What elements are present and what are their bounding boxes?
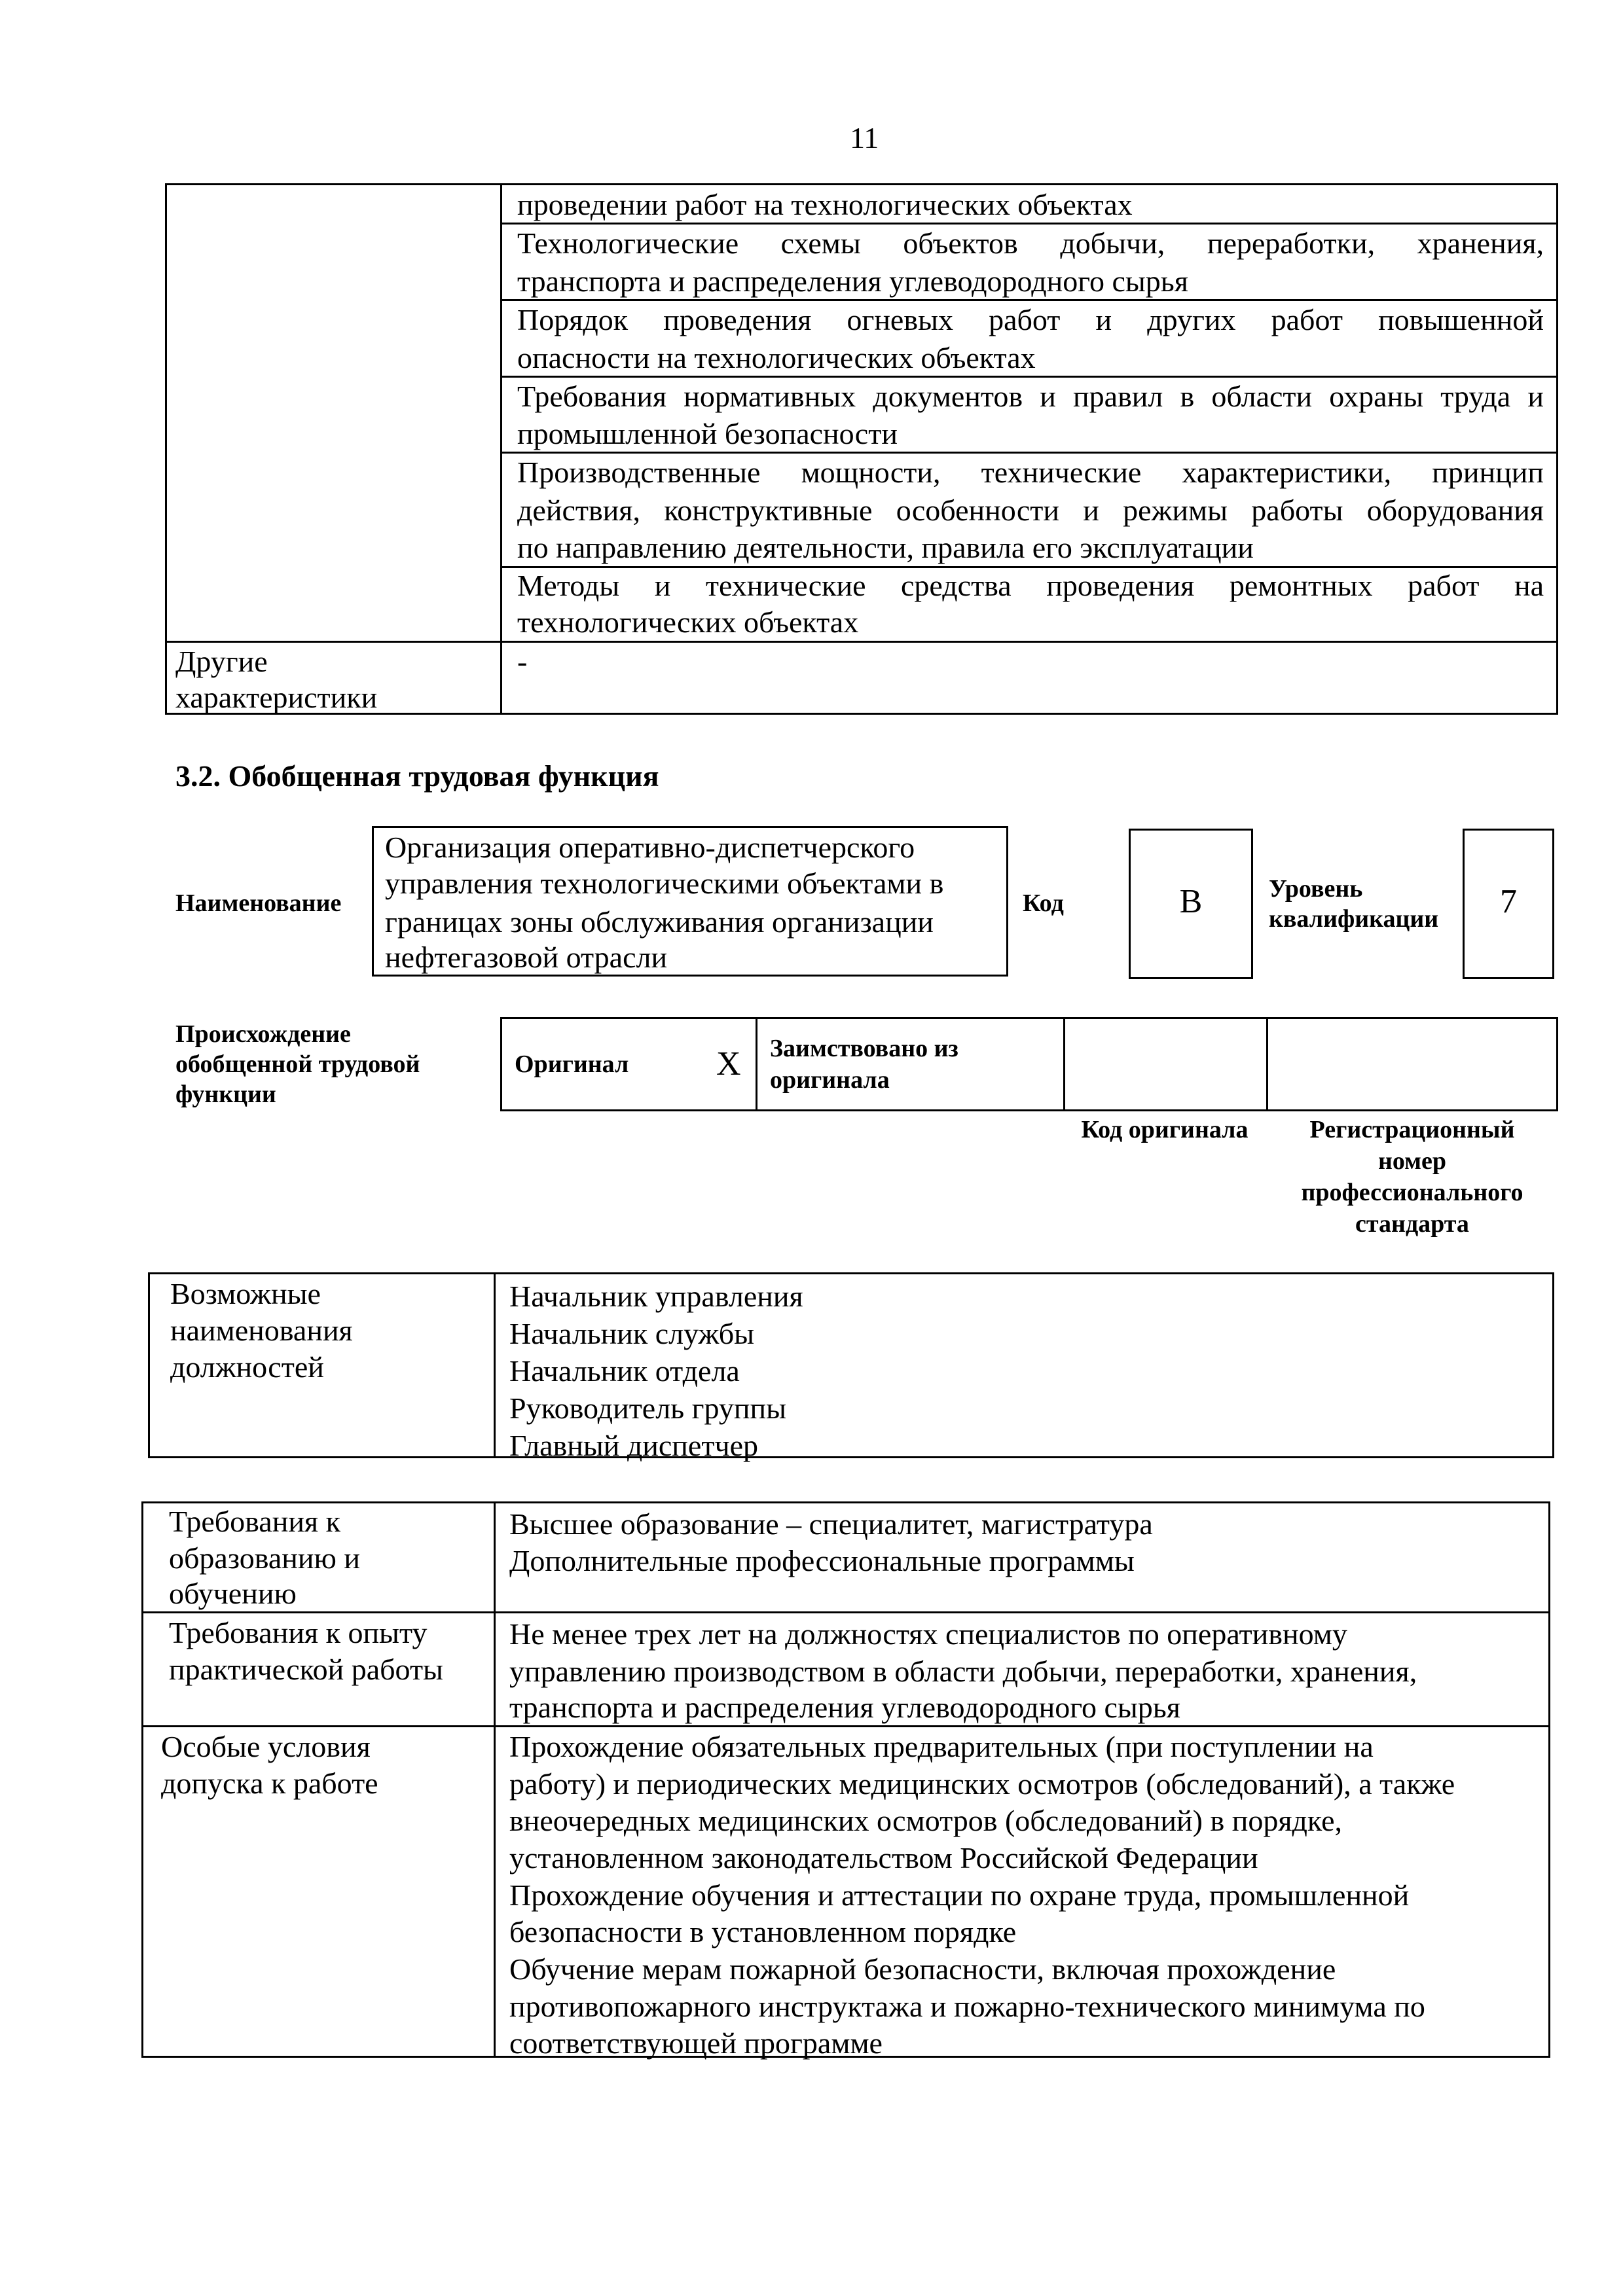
req-label: практической работы: [169, 1653, 443, 1686]
table-row: по направлению деятельности, правила его эксплуатации: [517, 531, 1254, 564]
other-label: характеристики: [175, 681, 378, 714]
positions-label: Возможные: [170, 1277, 321, 1310]
req-value: управлению производством в области добычи, переработки, хранения,: [509, 1655, 1417, 1688]
other-label: Другие: [175, 645, 268, 678]
req-value: противопожарного инструктажа и пожарно-технического минимума по: [509, 1990, 1425, 2023]
table-row: промышленной безопасности: [517, 417, 898, 450]
req-value: Прохождение обучения и аттестации по охране труда, промышленной: [509, 1878, 1410, 1912]
reg-caption: стандарта: [1355, 1210, 1469, 1238]
table-row: Технологические схемы объектов добычи, переработки, хранения,: [517, 226, 1544, 260]
table-row: Порядок проведения огневых работ и других работ повышенной: [517, 303, 1544, 336]
origin-label: обобщенной трудовой: [175, 1050, 420, 1078]
req-label: образованию и: [169, 1541, 360, 1575]
list-item: Начальник службы: [509, 1317, 755, 1350]
name-value: Организация оперативно-диспетчерского: [385, 831, 915, 864]
reg-caption: профессионального: [1301, 1179, 1523, 1206]
level-label: Уровень: [1269, 875, 1363, 903]
req-label: обучению: [169, 1577, 297, 1610]
name-label: Наименование: [175, 889, 342, 917]
code-label: Код: [1023, 889, 1064, 917]
req-value: внеочередных медицинских осмотров (обследований) в порядке,: [509, 1804, 1343, 1837]
other-value: -: [517, 645, 528, 678]
list-item: Начальник отдела: [509, 1354, 740, 1388]
req-value: Не менее трех лет на должностях специалистов по оперативному: [509, 1617, 1347, 1651]
req-value: транспорта и распределения углеводородного сырья: [509, 1691, 1180, 1724]
name-value: управления технологическими объектами в: [385, 867, 944, 900]
table-row: опасности на технологических объектах: [517, 341, 1036, 374]
reg-caption: номер: [1377, 1147, 1447, 1175]
table-row: транспорта и распределения углеводородного сырья: [517, 264, 1188, 298]
req-value: Дополнительные профессиональные программы: [509, 1544, 1135, 1577]
req-label: Требования к: [169, 1505, 340, 1538]
original-mark: X: [716, 1045, 741, 1083]
origin-label: функции: [175, 1081, 276, 1108]
req-label: допуска к работе: [161, 1767, 378, 1800]
section-title: 3.2. Обобщенная трудовая функция: [175, 759, 659, 793]
positions-table: [148, 1272, 1554, 1458]
list-item: Руководитель группы: [509, 1391, 787, 1425]
req-value: Прохождение обязательных предварительных (при поступлении на: [509, 1730, 1374, 1763]
req-value: Высшее образование – специалитет, магистратура: [509, 1507, 1153, 1541]
list-item: Начальник управления: [509, 1280, 803, 1313]
table-row: проведении работ на технологических объектах: [517, 188, 1133, 221]
req-value: работу) и периодических медицинских осмотров (обследований), а также: [509, 1767, 1455, 1801]
code-original-caption: Код оригинала: [1081, 1116, 1249, 1143]
origin-label: Происхождение: [175, 1020, 351, 1048]
table-row: Методы и технические средства проведения ремонтных работ на: [517, 569, 1544, 602]
req-value: безопасности в установленном порядке: [509, 1915, 1017, 1948]
list-item: Главный диспетчер: [509, 1429, 758, 1462]
name-value: границах зоны обслуживания организации: [385, 905, 934, 939]
positions-label: должностей: [170, 1350, 324, 1384]
original-label: Оригинал: [515, 1050, 629, 1078]
table-row: Требования нормативных документов и правил в области охраны труда и: [517, 380, 1544, 413]
name-value: нефтегазовой отрасли: [385, 941, 668, 974]
level-value: 7: [1500, 883, 1517, 920]
table-row: действия, конструктивные особенности и режимы работы оборудования: [517, 493, 1544, 527]
level-label: квалификации: [1269, 905, 1439, 933]
origin-table: [500, 1017, 1558, 1111]
code-value: B: [1179, 883, 1203, 920]
borrowed-label: Заимствовано из: [770, 1035, 958, 1062]
req-value: соответствующей программе: [509, 2026, 883, 2060]
req-value: Обучение мерам пожарной безопасности, включая прохождение: [509, 1952, 1336, 1986]
table-row: технологических объектах: [517, 605, 859, 639]
borrowed-label: оригинала: [770, 1066, 890, 1094]
positions-label: наименования: [170, 1314, 353, 1347]
page-number: 11: [850, 121, 879, 154]
req-label: Особые условия: [161, 1730, 371, 1763]
req-value: установленном законодательством Российской Федерации: [509, 1841, 1258, 1874]
req-label: Требования к опыту: [169, 1616, 428, 1649]
table-row: Производственные мощности, технические характеристики, принцип: [517, 456, 1544, 489]
reg-caption: Регистрационный: [1309, 1116, 1515, 1143]
